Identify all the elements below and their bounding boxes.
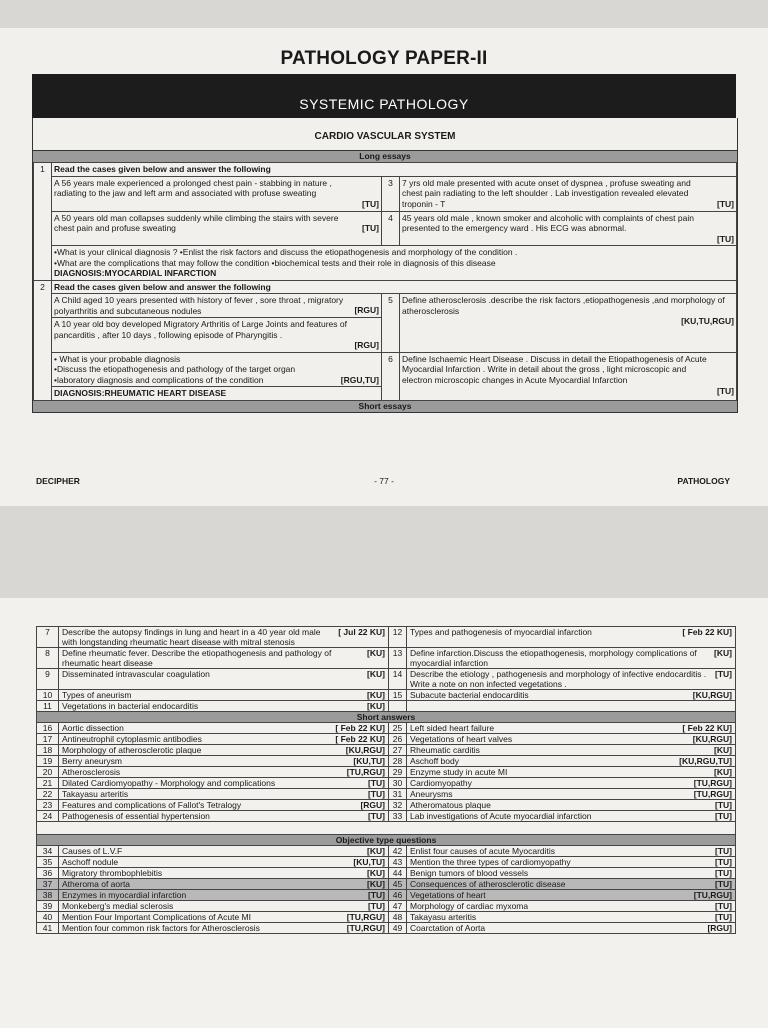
question-number: 49 — [389, 923, 407, 934]
question-number: 10 — [37, 690, 59, 701]
questions-table — [36, 626, 736, 934]
question-row — [37, 868, 736, 879]
university-tag: [KU,TU,RGU] — [681, 316, 734, 326]
question-row — [37, 701, 736, 712]
question-sheet — [36, 626, 736, 934]
objective-bar: Objective type questions — [37, 835, 736, 846]
question-number: 29 — [389, 767, 407, 778]
university-tag: [TU,RGU] — [346, 767, 385, 777]
question-row — [37, 734, 736, 745]
question-text: [RGU] Coarctation of Aorta — [407, 923, 736, 934]
university-tag: [RGU,TU] — [340, 374, 379, 385]
short-answers-rows — [37, 723, 736, 822]
university-tag: [ Feb 22 KU] — [335, 723, 385, 733]
question-row — [37, 800, 736, 811]
question-text: [TU] Pathogenesis of essential hypertension — [59, 811, 389, 822]
question-text: [KU] Define rheumatic fever. Describe the etiopathogenesis and pathology of rheumatic heart disease — [59, 648, 389, 669]
university-tag: [KU] — [367, 701, 385, 711]
short-essays-rows — [37, 627, 736, 712]
question-row — [37, 879, 736, 890]
university-tag: [TU] — [368, 890, 385, 900]
question-row — [37, 846, 736, 857]
objective-rows — [37, 846, 736, 934]
question-text: [ Feb 22 KU] Aortic dissection — [59, 723, 389, 734]
question-text: [TU] Enzymes in myocardial infarction — [59, 890, 389, 901]
question-prompts: • What is your probable diagnosis •Discuss the etiopathogenesis and pathology of the target organ [RGU,TU] •laboratory diagnosis and complications of the condition — [52, 352, 382, 387]
question-text: [TU,RGU] Atherosclerosis — [59, 767, 389, 778]
university-tag: [KU,RGU] — [692, 690, 732, 700]
question-text: [TU,RGU] Cardiomyopathy — [407, 778, 736, 789]
question-text: [KU] Define infarction.Discuss the etiopathogenesis, morphology complications of myocardial infarction — [407, 648, 736, 669]
university-tag: [RGU] — [360, 800, 385, 810]
question-row — [37, 690, 736, 701]
question-number: 43 — [389, 857, 407, 868]
question-number: 4 — [382, 211, 400, 246]
question-number: 24 — [37, 811, 59, 822]
question-number: 15 — [389, 690, 407, 701]
question-number: 35 — [37, 857, 59, 868]
question-row — [37, 723, 736, 734]
question-text: [KU] Atheroma of aorta — [59, 879, 389, 890]
university-tag: [TU] — [715, 868, 732, 878]
question-text: [RGU] Features and complications of Fallot's Tetralogy — [59, 800, 389, 811]
question-number: 11 — [37, 701, 59, 712]
question-row — [37, 767, 736, 778]
page-number: - 77 - — [374, 476, 394, 486]
question-text: [KU] Migratory thrombophlebitis — [59, 868, 389, 879]
footer-right: PATHOLOGY — [677, 476, 730, 486]
question-text: [KU,RGU] Morphology of atherosclerotic plaque — [59, 745, 389, 756]
page-77 — [0, 28, 768, 506]
question-number: 25 — [389, 723, 407, 734]
question-text: [ Feb 22 KU] Left sided heart failure — [407, 723, 736, 734]
question-number: 12 — [389, 627, 407, 648]
question-text: [ Jul 22 KU] Describe the autopsy findings in lung and heart in a 40 year old male with longstanding rheumatic heart disease with mitral stenosis — [59, 627, 389, 648]
question-text: [KU,RGU] Subacute bacterial endocarditis — [407, 690, 736, 701]
question-number: 27 — [389, 745, 407, 756]
question-number: 18 — [37, 745, 59, 756]
question-text: [KU] Rheumatic carditis — [407, 745, 736, 756]
long-essays-bar: Long essays — [33, 151, 737, 162]
university-tag: [KU,RGU,TU] — [679, 756, 732, 766]
university-tag: [RGU] — [707, 923, 732, 933]
question-text: [TU] Dilated Cardiomyopathy - Morphology and complications — [59, 778, 389, 789]
university-tag: [KU] — [367, 648, 385, 658]
diagnosis: DIAGNOSIS:RHEUMATIC HEART DISEASE — [52, 387, 382, 401]
question-row — [37, 857, 736, 868]
university-tag: [KU] — [367, 868, 385, 878]
university-tag: [KU,TU] — [353, 857, 385, 867]
question-text: [TU] Morphology of cardiac myxoma — [407, 901, 736, 912]
question-number: 41 — [37, 923, 59, 934]
question-number: 20 — [37, 767, 59, 778]
question-number: 17 — [37, 734, 59, 745]
question-number: 26 — [389, 734, 407, 745]
question-heading: Read the cases given below and answer the following — [52, 163, 737, 177]
question-number: 37 — [37, 879, 59, 890]
question-number: 45 — [389, 879, 407, 890]
question-number: 44 — [389, 868, 407, 879]
university-tag: [KU,RGU] — [345, 745, 385, 755]
question-text: [KU,RGU,TU] Aschoff body — [407, 756, 736, 767]
question-text: [TU,RGU] Aneurysms — [407, 789, 736, 800]
question-row — [37, 923, 736, 934]
question-number: 31 — [389, 789, 407, 800]
question-number: 9 — [37, 669, 59, 690]
university-tag: [TU] — [362, 198, 379, 209]
diagnosis: DIAGNOSIS:MYOCARDIAL INFARCTION — [54, 268, 217, 278]
university-tag: [ Jul 22 KU] — [338, 627, 385, 637]
university-tag: [TU] — [362, 222, 379, 233]
university-tag: [TU] — [715, 912, 732, 922]
university-tag: [TU,RGU] — [346, 912, 385, 922]
university-tag: [RGU] — [354, 340, 379, 350]
question-text: [TU] Consequences of atherosclerotic disease — [407, 879, 736, 890]
question-row — [37, 627, 736, 648]
university-tag: [KU] — [367, 879, 385, 889]
question-row — [37, 901, 736, 912]
university-tag: [TU,RGU] — [693, 778, 732, 788]
question-number: 23 — [37, 800, 59, 811]
question-text: [KU] Disseminated intravascular coagulation — [59, 669, 389, 690]
question-number: 33 — [389, 811, 407, 822]
question-text: [TU] Describe the etiology , pathogenesis and morphology of infective endocarditis . Write a note on non infected vegetations . — [407, 669, 736, 690]
university-tag: [TU] — [715, 811, 732, 821]
question-number: 1 — [34, 163, 52, 281]
university-tag: [KU,TU] — [353, 756, 385, 766]
page-78 — [0, 598, 768, 1028]
university-tag: [KU] — [367, 690, 385, 700]
question-number: 3 — [382, 176, 400, 211]
university-tag: [KU] — [367, 846, 385, 856]
question-text: [TU,RGU] Mention four common risk factors for Atherosclerosis — [59, 923, 389, 934]
question-text: [TU] Monkeberg's medial sclerosis — [59, 901, 389, 912]
university-tag: [TU] — [715, 800, 732, 810]
university-tag: [KU] — [714, 767, 732, 777]
university-tag: [TU,RGU] — [693, 789, 732, 799]
short-answers-bar: Short answers — [37, 712, 736, 723]
question-number: 36 — [37, 868, 59, 879]
question-number: 7 — [37, 627, 59, 648]
question-number: 39 — [37, 901, 59, 912]
university-tag: [TU] — [368, 789, 385, 799]
question-text: [KU] Types of aneurism — [59, 690, 389, 701]
question-6: [TU] Define Ischaemic Heart Disease . Discuss in detail the Etiopathogenesis of Acute Myocardial Infarction . Write in detail about the gross , light microscopic and electron microscopic changes in Acute Myocardial Infarction — [400, 352, 737, 400]
question-row — [37, 669, 736, 690]
question-number: 48 — [389, 912, 407, 923]
question-text — [407, 701, 736, 712]
question-number: 6 — [382, 352, 400, 400]
question-text: [KU,TU] Aschoff nodule — [59, 857, 389, 868]
question-text: [TU,RGU] Vegetations of heart — [407, 890, 736, 901]
question-number: 30 — [389, 778, 407, 789]
question-text: [TU] Takayasu arteritis — [407, 912, 736, 923]
question-text: [TU] Enlist four causes of acute Myocarditis — [407, 846, 736, 857]
university-tag: [TU] — [717, 198, 734, 209]
question-4: [TU] 45 years old male , known smoker and alcoholic with complaints of chest pain presented to the emergency ward . His ECG was abnormal. — [400, 211, 737, 246]
question-row — [37, 811, 736, 822]
university-tag: [TU] — [368, 778, 385, 788]
university-tag: [TU] — [715, 846, 732, 856]
case-a: [RGU] A Child aged 10 years presented with history of fever , sore throat , migratory polyarthritis and subcutaneous nodules — [52, 294, 382, 318]
question-text: [KU,TU] Berry aneurysm — [59, 756, 389, 767]
question-row — [37, 778, 736, 789]
question-number: 42 — [389, 846, 407, 857]
question-text: [KU] Causes of L.V.F — [59, 846, 389, 857]
paper-title: PATHOLOGY PAPER-II — [280, 48, 488, 69]
question-number: 46 — [389, 890, 407, 901]
question-number — [389, 701, 407, 712]
university-tag: [ Feb 22 KU] — [682, 723, 732, 733]
question-number: 38 — [37, 890, 59, 901]
question-text: [TU,RGU] Mention Four Important Complications of Acute MI — [59, 912, 389, 923]
footer-left: DECIPHER — [36, 476, 80, 486]
question-row — [37, 890, 736, 901]
university-tag: [KU,RGU] — [692, 734, 732, 744]
question-text: [KU,RGU] Vegetations of heart valves — [407, 734, 736, 745]
university-tag: [TU] — [715, 879, 732, 889]
long-essays-table — [33, 162, 737, 401]
question-row — [37, 648, 736, 669]
university-tag: [ Feb 22 KU] — [682, 627, 732, 637]
question-row — [37, 745, 736, 756]
university-tag: [TU] — [717, 385, 734, 396]
question-text: [ Feb 22 KU] Antineutrophil cytoplasmic antibodies — [59, 734, 389, 745]
university-tag: [TU,RGU] — [346, 923, 385, 933]
university-tag: [TU] — [715, 669, 732, 679]
subject-heading: CARDIO VASCULAR SYSTEM — [33, 118, 737, 151]
question-number: 22 — [37, 789, 59, 800]
university-tag: [ Feb 22 KU] — [335, 734, 385, 744]
question-text: [TU] Takayasu arteritis — [59, 789, 389, 800]
case-a: [TU] A 56 years male experienced a prolonged chest pain - stabbing in nature , radiating to the jaw and left arm and associated with profuse sweating — [52, 176, 382, 211]
university-tag: [TU] — [715, 901, 732, 911]
question-number: 40 — [37, 912, 59, 923]
question-number: 34 — [37, 846, 59, 857]
question-sheet — [32, 118, 738, 413]
question-3: [TU] 7 yrs old male presented with acute onset of dyspnea , profuse sweating and chest pain radiating to the left shoulder . Lab investigation revealed elevated troponin - T — [400, 176, 737, 211]
question-prompts: •What is your clinical diagnosis ? •Enlist the risk factors and discuss the etiopathogenesis and morphology of the condition . •What are the complications that may follow the condition •biochemical tests and their role in diagnosis of this disease DIAGNOSIS:MYOCARDIAL INFARCTION — [52, 246, 737, 281]
question-number: 32 — [389, 800, 407, 811]
question-number: 5 — [382, 294, 400, 353]
university-tag: [TU] — [368, 901, 385, 911]
question-text: [TU] Atheromatous plaque — [407, 800, 736, 811]
university-tag: [TU] — [368, 811, 385, 821]
university-tag: [KU] — [367, 669, 385, 679]
question-row — [37, 756, 736, 767]
university-tag: [TU,RGU] — [693, 890, 732, 900]
question-text: [TU] Mention the three types of cardiomyopathy — [407, 857, 736, 868]
section-banner: SYSTEMIC PATHOLOGY — [32, 74, 736, 118]
question-row — [37, 789, 736, 800]
university-tag: [KU] — [714, 745, 732, 755]
question-number: 16 — [37, 723, 59, 734]
question-number: 47 — [389, 901, 407, 912]
university-tag: [TU] — [717, 233, 734, 244]
question-number: 28 — [389, 756, 407, 767]
question-text: [TU] Lab investigations of Acute myocardial infarction — [407, 811, 736, 822]
question-text: [ Feb 22 KU] Types and pathogenesis of myocardial infarction — [407, 627, 736, 648]
question-number: 21 — [37, 778, 59, 789]
university-tag: [KU] — [714, 648, 732, 658]
university-tag: [RGU] — [354, 305, 379, 315]
case-b: [TU] A 50 years old man collapses suddenly while climbing the stairs with severe chest pain and profuse sweating — [52, 211, 382, 246]
question-text: [TU] Benign tumors of blood vessels — [407, 868, 736, 879]
question-row — [37, 912, 736, 923]
question-number: 14 — [389, 669, 407, 690]
question-5: Define atherosclerosis .describe the risk factors ,etiopathogenesis ,and morphology of atherosclerosis [KU,TU,RGU] — [400, 294, 737, 353]
question-heading: Read the cases given below and answer the following — [52, 280, 737, 294]
question-number: 13 — [389, 648, 407, 669]
question-text: [KU] Enzyme study in acute MI — [407, 767, 736, 778]
question-number: 2 — [34, 280, 52, 400]
question-number: 8 — [37, 648, 59, 669]
case-b: [RGU] A 10 year old boy developed Migratory Arthritis of Large Joints and features of pancarditis , after 10 days , following episode of Pharyngitis . — [52, 318, 382, 353]
university-tag: [TU] — [715, 857, 732, 867]
short-essays-bar: Short essays — [33, 401, 737, 412]
question-text: [KU] Vegetations in bacterial endocarditis — [59, 701, 389, 712]
question-number: 19 — [37, 756, 59, 767]
